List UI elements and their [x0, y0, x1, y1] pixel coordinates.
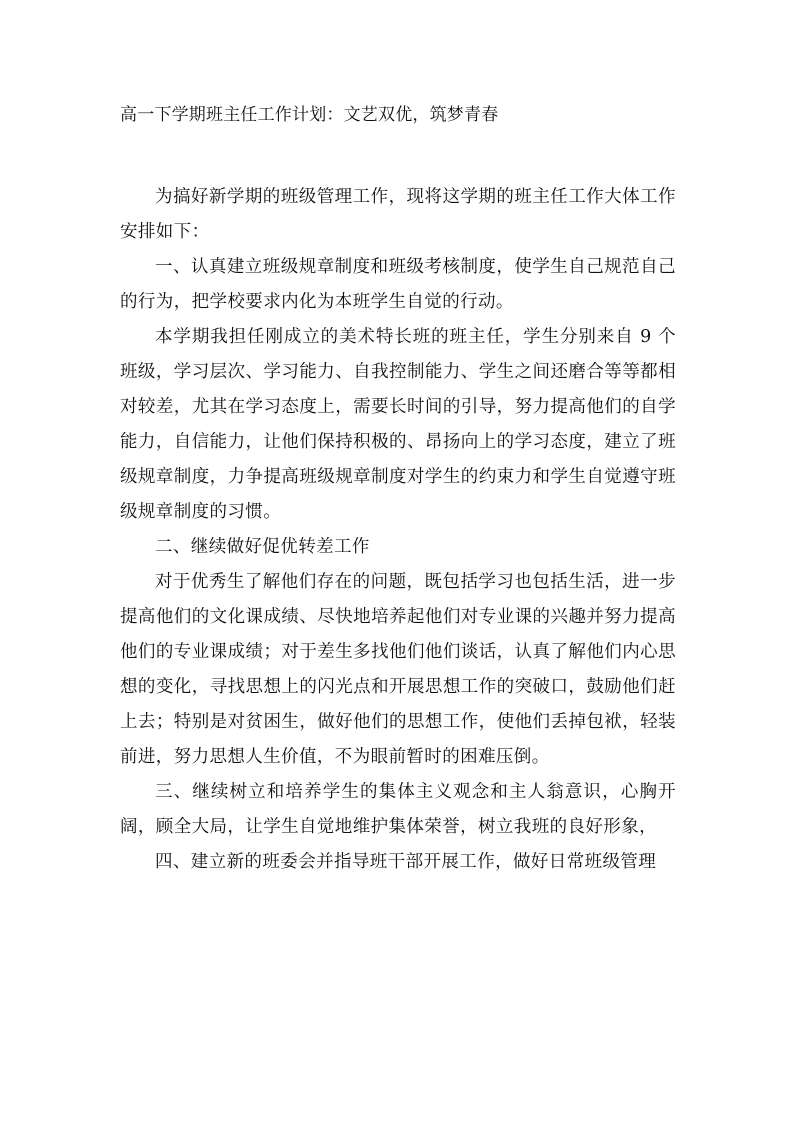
paragraph-section-3: 三、继续树立和培养学生的集体主义观念和主人翁意识，心胸开阔，顾全大局，让学生自觉地维护集体荣誉，树立我班的良好形象，: [120, 782, 676, 837]
paragraph-section-4: 四、建立新的班委会并指导班干部开展工作，做好日常班级管理: [155, 852, 657, 872]
paragraph-section-1-heading: 一、认真建立班级规章制度和班级考核制度，使学生自己规范自己的行为，把学校要求内化为本班学生自觉的行动。: [120, 257, 676, 312]
document-title: 高一下学期班主任工作计划：文艺双优，筑梦青春: [120, 105, 499, 125]
paragraph-section-1-body: 本学期我担任刚成立的美术特长班的班主任，学生分别来自 9 个班级，学习层次、学习能力、自我控制能力、学生之间还磨合等等都相对较差，尤其在学习态度上，需要长时间的引导，努力提高他们的自学能力，自信能力，让他们保持积极的、昂扬向上的学习态度，建立了班级规章制度，力争提高班级规章制度对学生的约束力和学生自觉遵守班级规章制度的习惯。: [120, 327, 676, 522]
paragraph-intro: 为搞好新学期的班级管理工作，现将这学期的班主任工作大体工作安排如下：: [120, 187, 676, 242]
paragraph-section-2-body: 对于优秀生了解他们存在的问题，既包括学习也包括生活，进一步提高他们的文化课成绩、尽快地培养起他们对专业课的兴趣并努力提高他们的专业课成绩；对于差生多找他们他们谈话，认真了解他们内心思想的变化，寻找思想上的闪光点和开展思想工作的突破口，鼓励他们赶上去；特别是对贫困生，做好他们的思想工作，使他们丢掉包袱，轻装前进，努力思想人生价值，不为眼前暂时的困难压倒。: [120, 572, 676, 767]
document-body: [120, 180, 676, 880]
paragraph-section-2-heading: 二、继续做好促优转差工作: [155, 537, 370, 557]
